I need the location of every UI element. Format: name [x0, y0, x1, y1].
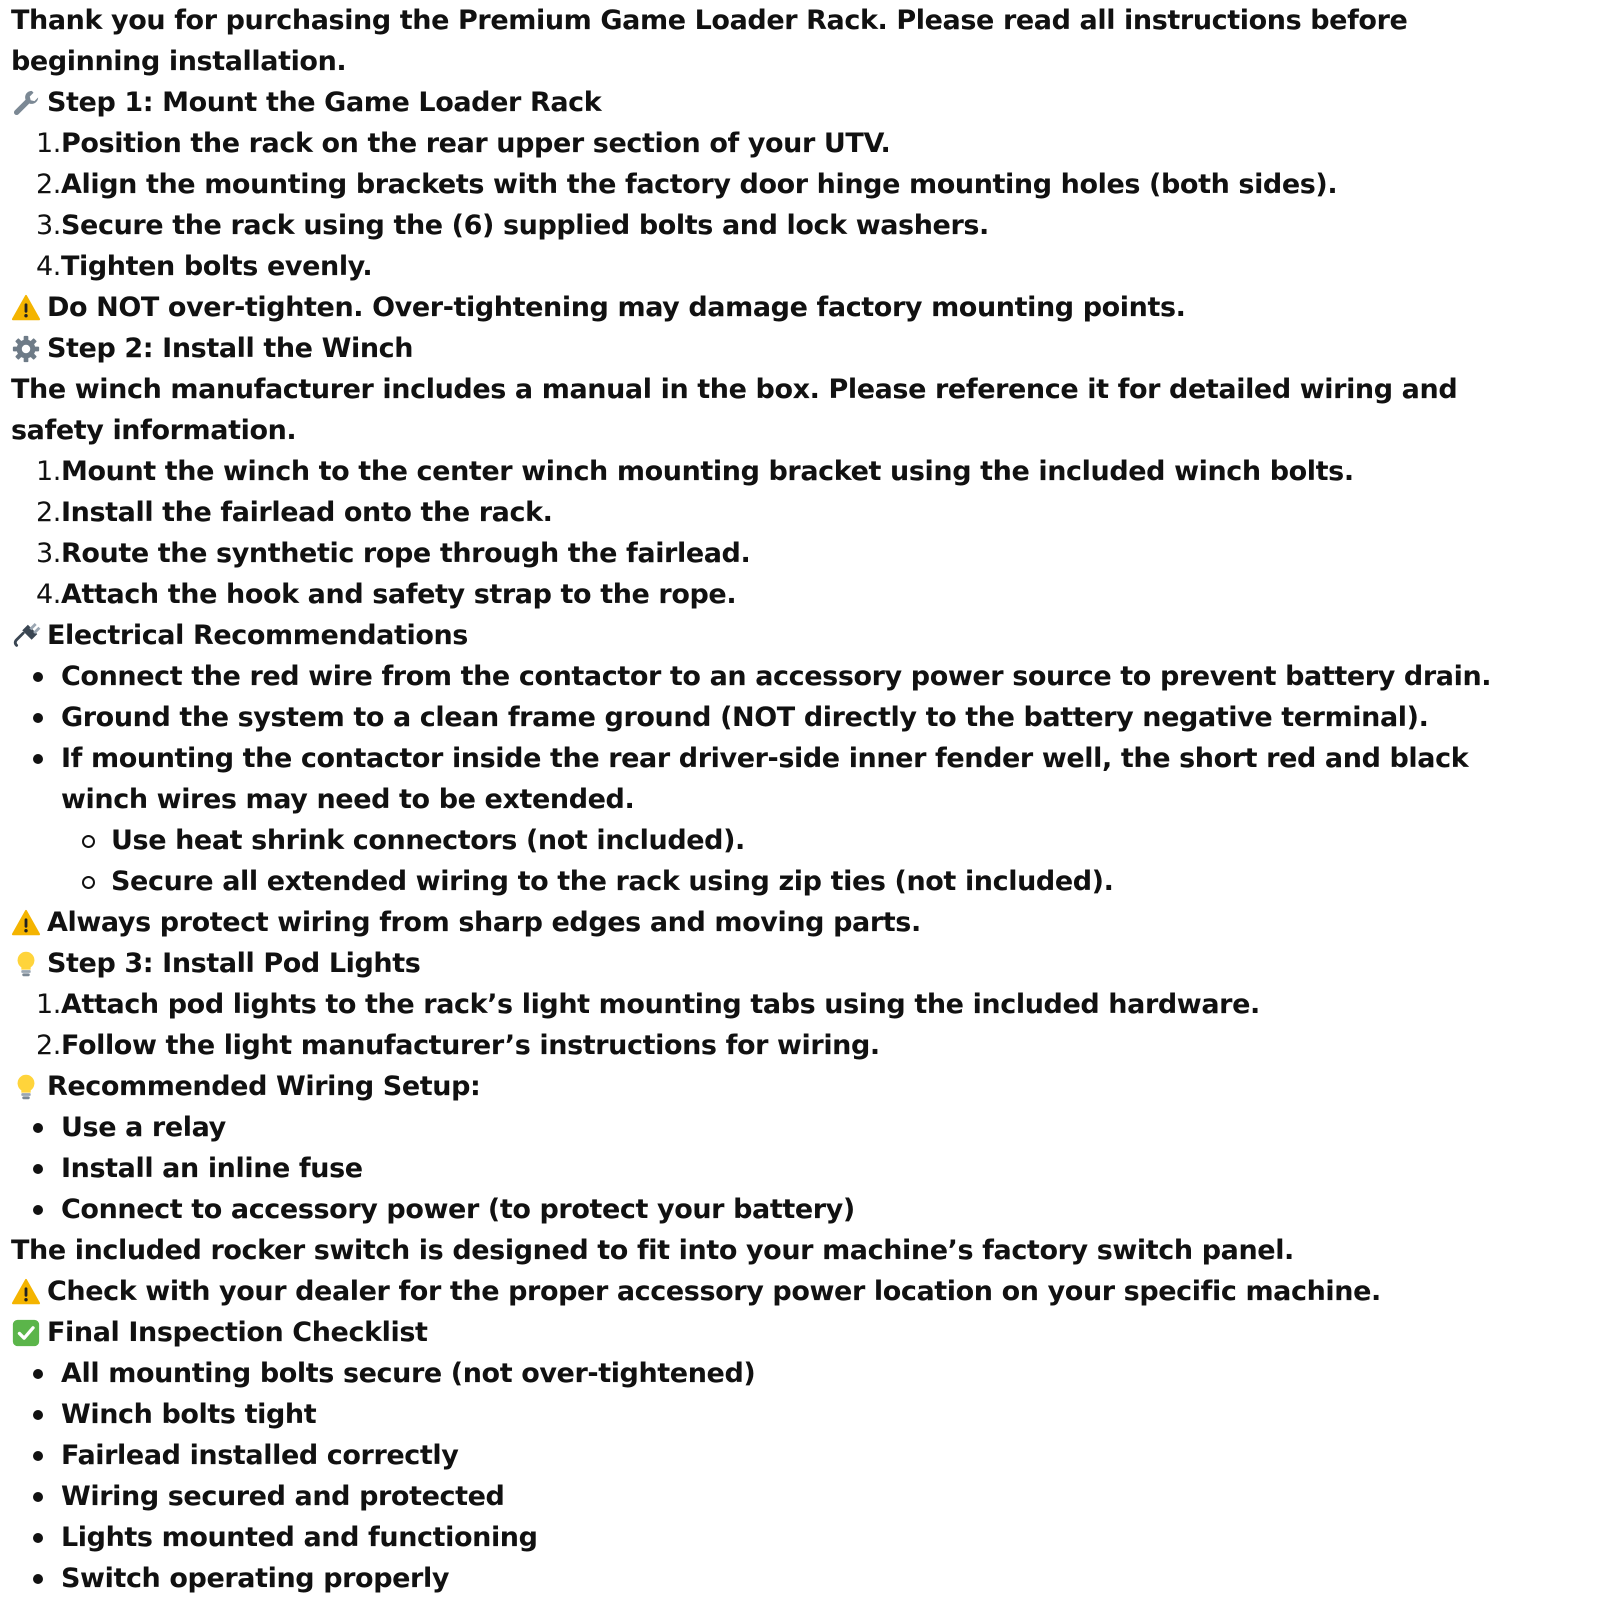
- plug-icon: [11, 621, 41, 651]
- list-number: 2.: [36, 497, 61, 528]
- list-text: Switch operating properly: [61, 1563, 450, 1594]
- list-text: Install an inline fuse: [61, 1153, 363, 1184]
- bullet-icon: [11, 1476, 61, 1517]
- lightbulb-icon: [11, 1072, 41, 1102]
- list-item: [11, 1353, 1591, 1394]
- list-text: If mounting the contactor inside the rear driver-side inner fender well, the short red and black winch wires may need to be extended.: [61, 743, 1469, 815]
- electrical-sublist: [11, 820, 1591, 902]
- list-text: Attach the hook and safety strap to the rope.: [61, 579, 737, 610]
- list-item: [11, 246, 1591, 287]
- step3-title: Step 3: Install Pod Lights: [47, 948, 421, 979]
- gear-icon: [11, 334, 41, 364]
- electrical-title: Electrical Recommendations: [47, 620, 468, 651]
- bullet-icon: [11, 697, 61, 738]
- list-number: 2.: [36, 1030, 61, 1061]
- step2-title: Step 2: Install the Winch: [47, 333, 414, 364]
- list-number: 2.: [36, 169, 61, 200]
- wiring-warning: [11, 1271, 1591, 1312]
- bullet-icon: [11, 738, 61, 820]
- bullet-icon: [11, 1394, 61, 1435]
- list-item: [11, 1394, 1591, 1435]
- list-text: Mount the winch to the center winch mounting bracket using the included winch bolts.: [61, 456, 1354, 487]
- list-text: Connect to accessory power (to protect your battery): [61, 1194, 855, 1225]
- list-item: [11, 861, 1591, 902]
- list-text: Wiring secured and protected: [61, 1481, 505, 1512]
- wiring-note: The included rocker switch is designed to fit into your machine’s factory switch panel.: [11, 1235, 1294, 1266]
- step1-list: [11, 123, 1591, 287]
- bullet-icon: [11, 1107, 61, 1148]
- step3-list: [11, 984, 1591, 1066]
- list-item: [11, 533, 1591, 574]
- bullet-icon: [11, 1558, 61, 1599]
- list-item: [11, 820, 1591, 861]
- list-text: Connect the red wire from the contactor to an accessory power source to prevent battery drain.: [61, 661, 1492, 692]
- bullet-icon: [11, 1189, 61, 1230]
- list-item: [11, 1435, 1591, 1476]
- list-number: 1.: [36, 128, 61, 159]
- list-item: [11, 164, 1591, 205]
- electrical-list: [11, 656, 1591, 820]
- list-item: [11, 1558, 1591, 1599]
- list-number: 3.: [36, 538, 61, 569]
- electrical-heading: [11, 615, 1591, 656]
- list-number: 3.: [36, 210, 61, 241]
- warning-icon: [11, 1277, 41, 1307]
- list-text: Align the mounting brackets with the factory door hinge mounting holes (both sides).: [61, 169, 1338, 200]
- bullet-icon: [11, 1148, 61, 1189]
- list-item: [11, 738, 1591, 820]
- step2-note: The winch manufacturer includes a manual in the box. Please reference it for detailed wiring and safety information.: [11, 374, 1458, 446]
- list-item: [11, 1517, 1591, 1558]
- list-item: [11, 1148, 1591, 1189]
- warning-text: Check with your dealer for the proper accessory power location on your specific machine.: [47, 1276, 1381, 1307]
- step3-heading: [11, 943, 1591, 984]
- step1-warning: [11, 287, 1591, 328]
- checklist-list: [11, 1353, 1591, 1599]
- instruction-document: [11, 0, 1591, 1599]
- list-text: Attach pod lights to the rack’s light mounting tabs using the included hardware.: [61, 989, 1260, 1020]
- list-item: [11, 1107, 1591, 1148]
- list-item: [11, 451, 1591, 492]
- list-text: Route the synthetic rope through the fairlead.: [61, 538, 751, 569]
- list-item: [11, 984, 1591, 1025]
- list-text: Use heat shrink connectors (not included).: [111, 825, 745, 856]
- warning-icon: [11, 293, 41, 323]
- checklist-heading: [11, 1312, 1591, 1353]
- list-text: Ground the system to a clean frame ground (NOT directly to the battery negative terminal).: [61, 702, 1429, 733]
- bullet-icon: [11, 656, 61, 697]
- list-text: Install the fairlead onto the rack.: [61, 497, 553, 528]
- list-number: 4.: [36, 579, 61, 610]
- hollow-bullet-icon: [11, 820, 111, 861]
- list-text: Follow the light manufacturer’s instructions for wiring.: [61, 1030, 880, 1061]
- list-text: Winch bolts tight: [61, 1399, 317, 1430]
- warning-icon: [11, 908, 41, 938]
- electrical-warning: [11, 902, 1591, 943]
- intro-paragraph: Thank you for purchasing the Premium Game Loader Rack. Please read all instructions before beginning installation.: [11, 5, 1408, 77]
- list-item: [11, 656, 1591, 697]
- list-item: [11, 492, 1591, 533]
- list-text: Fairlead installed correctly: [61, 1440, 459, 1471]
- bullet-icon: [11, 1517, 61, 1558]
- warning-text: Do NOT over-tighten. Over-tightening may damage factory mounting points.: [47, 292, 1186, 323]
- bullet-icon: [11, 1435, 61, 1476]
- step1-heading: [11, 82, 1591, 123]
- step2-list: [11, 451, 1591, 615]
- list-item: [11, 205, 1591, 246]
- list-text: Secure the rack using the (6) supplied bolts and lock washers.: [61, 210, 989, 241]
- list-text: All mounting bolts secure (not over-tightened): [61, 1358, 756, 1389]
- list-item: [11, 1025, 1591, 1066]
- warning-text: Always protect wiring from sharp edges and moving parts.: [47, 907, 921, 938]
- list-item: [11, 1476, 1591, 1517]
- step1-title: Step 1: Mount the Game Loader Rack: [47, 87, 602, 118]
- wiring-list: [11, 1107, 1591, 1230]
- list-item: [11, 1189, 1591, 1230]
- step2-heading: [11, 328, 1591, 369]
- hollow-bullet-icon: [11, 861, 111, 902]
- list-item: [11, 697, 1591, 738]
- list-number: 1.: [36, 456, 61, 487]
- list-text: Use a relay: [61, 1112, 226, 1143]
- wrench-icon: [11, 88, 41, 118]
- list-number: 4.: [36, 251, 61, 282]
- bullet-icon: [11, 1353, 61, 1394]
- checklist-title: Final Inspection Checklist: [47, 1317, 428, 1348]
- list-item: [11, 574, 1591, 615]
- list-text: Lights mounted and functioning: [61, 1522, 538, 1553]
- wiring-heading: [11, 1066, 1591, 1107]
- wiring-title: Recommended Wiring Setup:: [47, 1071, 481, 1102]
- check-box-icon: [11, 1318, 41, 1348]
- list-number: 1.: [36, 989, 61, 1020]
- list-text: Tighten bolts evenly.: [61, 251, 373, 282]
- list-text: Position the rack on the rear upper section of your UTV.: [61, 128, 891, 159]
- lightbulb-icon: [11, 949, 41, 979]
- list-item: [11, 123, 1591, 164]
- list-text: Secure all extended wiring to the rack using zip ties (not included).: [111, 866, 1114, 897]
